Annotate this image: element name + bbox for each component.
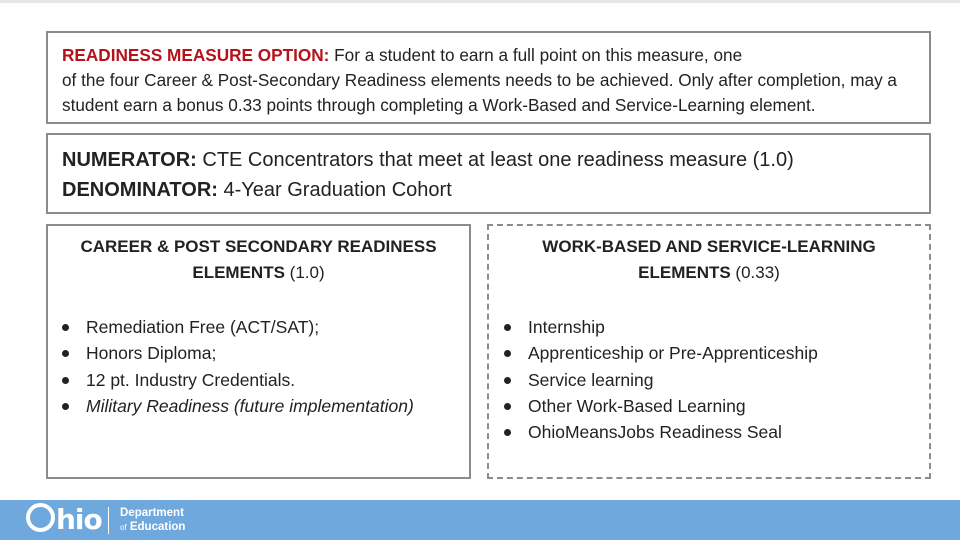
bullet-icon bbox=[62, 350, 69, 357]
logo-divider bbox=[108, 507, 109, 534]
footer-bar bbox=[0, 500, 960, 540]
denominator-label: DENOMINATOR: bbox=[62, 179, 218, 201]
readiness-option-label: READINESS MEASURE OPTION: bbox=[62, 45, 330, 65]
measure-definition-box bbox=[46, 133, 931, 214]
readiness-option-box bbox=[46, 31, 931, 124]
list-item: 12 pt. Industry Credentials. bbox=[58, 367, 414, 393]
work-title-line1: WORK-BASED AND SERVICE-LEARNING bbox=[542, 237, 876, 256]
readiness-option-line3: student earn a bonus 0.33 points through completing a Work-Based and Service-Learning element. bbox=[62, 95, 816, 115]
work-weight: (0.33) bbox=[730, 263, 780, 282]
career-readiness-box bbox=[46, 224, 471, 479]
top-divider bbox=[0, 0, 960, 3]
bullet-icon bbox=[62, 377, 69, 384]
work-based-learning-box bbox=[487, 224, 931, 479]
ohio-logo: hio bbox=[26, 502, 102, 538]
list-item: Service learning bbox=[500, 367, 818, 393]
list-item: Apprenticeship or Pre-Apprenticeship bbox=[500, 340, 818, 366]
list-item: Other Work-Based Learning bbox=[500, 393, 818, 419]
list-item: Honors Diploma; bbox=[58, 340, 414, 366]
career-weight: (1.0) bbox=[284, 263, 325, 282]
work-elements-list bbox=[500, 314, 818, 445]
denominator-text: 4-Year Graduation Cohort bbox=[217, 179, 452, 201]
list-item: Military Readiness (future implementation) bbox=[58, 393, 414, 419]
career-title-line1: CAREER & POST SECONDARY READINESS bbox=[80, 237, 437, 256]
ohio-o-icon bbox=[26, 503, 55, 532]
numerator-line bbox=[62, 145, 929, 175]
work-based-heading bbox=[489, 234, 929, 286]
bullet-icon bbox=[504, 403, 511, 410]
list-item: OhioMeansJobs Readiness Seal bbox=[500, 419, 818, 445]
bullet-icon bbox=[62, 403, 69, 410]
readiness-option-line2: of the four Career & Post-Secondary Readiness elements needs to be achieved. Only after completion, may a bbox=[62, 70, 897, 90]
bullet-icon bbox=[504, 324, 511, 331]
list-item: Remediation Free (ACT/SAT); bbox=[58, 314, 414, 340]
bullet-icon bbox=[504, 350, 511, 357]
numerator-text: CTE Concentrators that meet at least one readiness measure (1.0) bbox=[196, 149, 794, 171]
readiness-option-text bbox=[62, 43, 919, 118]
work-title-line2: ELEMENTS bbox=[638, 263, 731, 282]
bullet-icon bbox=[504, 429, 511, 436]
denominator-line bbox=[62, 175, 929, 205]
department-name: Department of Education bbox=[120, 507, 186, 533]
career-readiness-heading bbox=[48, 234, 469, 286]
career-elements-list bbox=[58, 314, 414, 419]
bullet-icon bbox=[504, 377, 511, 384]
list-item: Internship bbox=[500, 314, 818, 340]
bullet-icon bbox=[62, 324, 69, 331]
readiness-option-line1: For a student to earn a full point on this measure, one bbox=[329, 45, 743, 65]
numerator-label: NUMERATOR: bbox=[62, 149, 197, 171]
career-title-line2: ELEMENTS bbox=[192, 263, 285, 282]
